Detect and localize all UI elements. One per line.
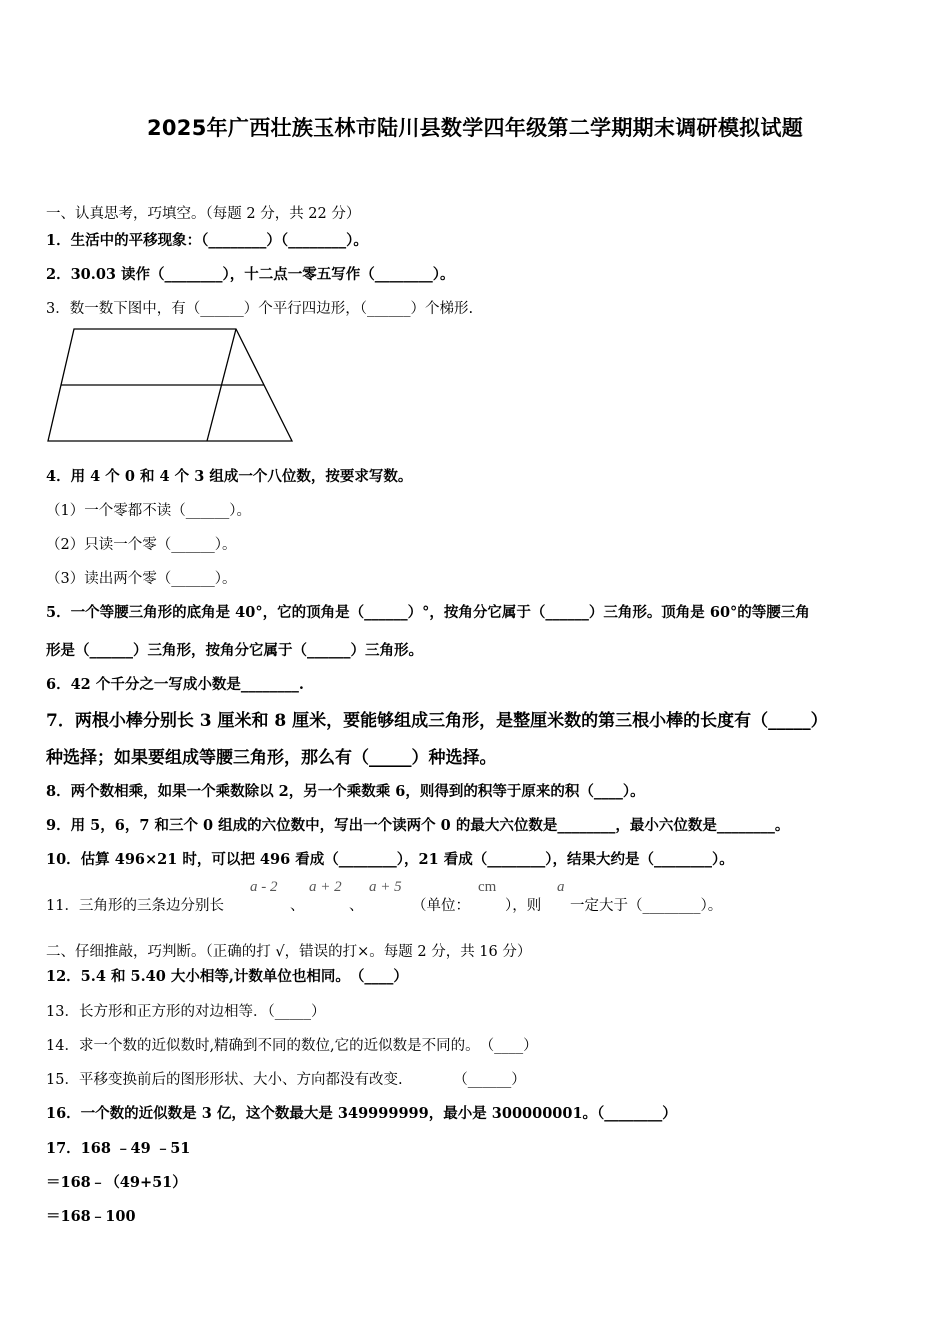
question-11-expr-3 bbox=[369, 878, 402, 896]
question-10: 10．估算 496×21 时，可以把 496 看成（________），21 看成（________），结果大约是（________）。 bbox=[46, 851, 734, 868]
question-11-mid: ），则 bbox=[505, 898, 542, 914]
question-7-line-1: 7．两根小棒分别长 3 厘米和 8 厘米，要能够组成三角形，是整厘米数的第三根小棒的长度有（_____） bbox=[46, 711, 828, 731]
question-2: 2．30.03 读作（________），十二点一零五写作（________）。 bbox=[46, 266, 455, 283]
question-8: 8．两个数相乘，如果一个乘数除以 2，另一个乘数乘 6，则得到的积等于原来的积（____）。 bbox=[46, 783, 645, 800]
question-11-var bbox=[557, 878, 565, 896]
expr-a-plus-5: a + 5 bbox=[369, 879, 402, 895]
question-13: 13．长方形和正方形的对边相等．（_____） bbox=[46, 1004, 326, 1020]
question-7-line-2: 种选择；如果要组成等腰三角形，那么有（_____）种选择。 bbox=[46, 748, 497, 768]
question-17-step-2: ＝168﹣（49+51） bbox=[46, 1174, 187, 1191]
expr-a-minus-2: a - 2 bbox=[250, 879, 278, 895]
question-17: 17．168 ﹣49 ﹣51 bbox=[46, 1140, 191, 1157]
question-11-sep-1: 、 bbox=[290, 898, 305, 914]
question-17-step-3: ＝168﹣100 bbox=[46, 1208, 136, 1225]
question-11-unit-label: （单位： bbox=[412, 898, 470, 914]
question-6: 6．42 个千分之一写成小数是________. bbox=[46, 676, 304, 693]
question-4-part-3: （3）读出两个零（______）。 bbox=[46, 571, 237, 587]
section-1-heading: 一、认真思考，巧填空。（每题 2 分，共 22 分） bbox=[46, 206, 361, 222]
question-14: 14．求一个数的近似数时,精确到不同的数位,它的近似数是不同的。 （____） bbox=[46, 1038, 538, 1054]
trapezoid-figure bbox=[44, 324, 296, 446]
section-2-heading: 二、仔细推敲，巧判断。（正确的打 √，错误的打×。每题 2 分，共 16 分） bbox=[46, 944, 532, 960]
question-9: 9．用 5，6，7 和三个 0 组成的六位数中，写出一个读两个 0 的最大六位数是________，最小六位数是________。 bbox=[46, 817, 790, 834]
question-15: 15．平移变换前后的图形形状、大小、方向都没有改变. （______） bbox=[46, 1072, 526, 1088]
question-5-line-1: 5．一个等腰三角形的底角是 40°，它的顶角是（______）°，按角分它属于（______）三角形。顶角是 60°的等腰三角 bbox=[46, 604, 810, 621]
question-4: 4．用 4 个 0 和 4 个 3 组成一个八位数，按要求写数。 bbox=[46, 468, 413, 485]
question-1: 1．生活中的平移现象：（________）（________）。 bbox=[46, 232, 368, 249]
question-11-prefix: 11．三角形的三条边分别长 bbox=[46, 898, 224, 914]
question-16: 16．一个数的近似数是 3 亿，这个数最大是 349999999，最小是 300000001。（________） bbox=[46, 1105, 677, 1122]
question-11-suffix: 一定大于（________）。 bbox=[570, 898, 723, 914]
question-12: 12．5.4 和 5.40 大小相等,计数单位也相同。 （____） bbox=[46, 968, 408, 985]
unit-cm: cm bbox=[478, 879, 497, 895]
expr-a-plus-2: a + 2 bbox=[309, 879, 342, 895]
question-11-unit bbox=[478, 878, 496, 896]
page-title: 2025年广西壮族玉林市陆川县数学四年级第二学期期末调研模拟试题 bbox=[146, 116, 804, 140]
question-11-expr-1 bbox=[250, 878, 278, 896]
question-3: 3．数一数下图中，有（______）个平行四边形，（______）个梯形. bbox=[46, 301, 474, 317]
var-a: a bbox=[557, 879, 565, 895]
question-11-expr-2 bbox=[309, 878, 342, 896]
question-5-line-2: 形是（______）三角形，按角分它属于（______）三角形。 bbox=[46, 642, 423, 659]
question-4-part-1: （1）一个零都不读（______）。 bbox=[46, 503, 251, 519]
question-4-part-2: （2）只读一个零（______）。 bbox=[46, 537, 237, 553]
question-11-sep-2: 、 bbox=[349, 898, 364, 914]
